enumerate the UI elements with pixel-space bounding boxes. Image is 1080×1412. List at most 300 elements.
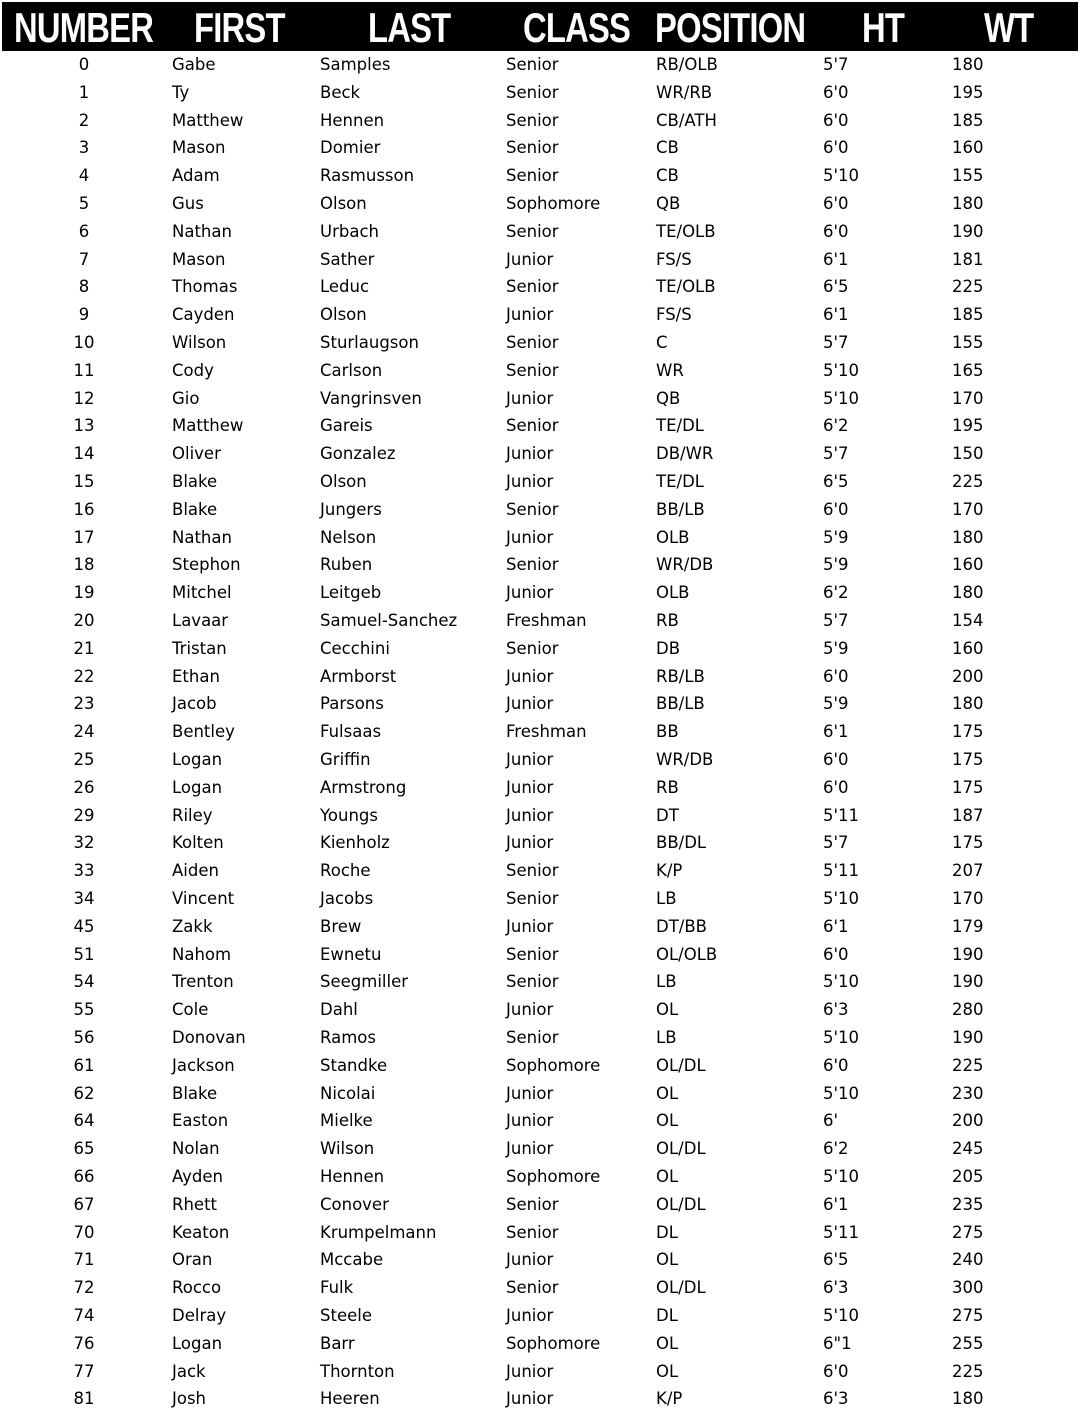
player-position: LB [656,889,677,908]
player-weight: 160 [952,555,984,575]
player-last-name: Dahl [320,1000,358,1020]
table-row [0,913,1080,940]
player-last-name: Rasmusson [320,166,415,186]
player-height: 6'3 [823,1000,849,1020]
player-class: Senior [506,360,559,380]
table-row [0,412,1080,439]
player-first-name: Tristan [172,638,227,658]
player-position: K/P [656,1389,683,1409]
player-last-name: Heeren [320,1389,380,1409]
player-last-name: Ramos [320,1028,376,1047]
player-position: CB [656,138,679,158]
player-first-name: Gus [172,194,204,213]
player-height: 6' [823,1111,839,1131]
player-first-name: Gabe [172,55,216,74]
player-position: OL/DL [656,1194,706,1214]
player-height: 5'10 [823,1028,860,1047]
table-row [0,941,1080,968]
player-height: 5'11 [823,805,860,825]
header-last: LAST [368,4,451,51]
player-weight: 300 [952,1278,984,1298]
table-row [0,468,1080,495]
player-last-name: Parsons [320,694,384,714]
player-class: Junior [506,805,554,825]
player-last-name: Jungers [320,499,382,519]
player-position: OL/OLB [656,944,718,964]
player-position: DB [656,638,681,658]
player-last-name: Mccabe [320,1250,384,1270]
player-weight: 180 [952,694,984,714]
player-weight: 190 [952,1028,984,1047]
table-row [0,857,1080,884]
table-row [0,746,1080,773]
player-class: Junior [506,750,554,769]
player-number: 72 [73,1278,95,1298]
table-row [0,162,1080,189]
player-last-name: Youngs [320,805,378,825]
player-position: DT [656,805,679,825]
player-height: 5'10 [823,1167,860,1186]
player-class: Junior [506,1250,554,1270]
player-height: 6'0 [823,944,849,964]
player-height: 6'0 [823,82,849,102]
player-number: 67 [73,1194,95,1214]
player-position: OL [656,1333,679,1353]
player-last-name: Sather [320,249,375,269]
player-height: 6'3 [823,1278,849,1298]
header-position: POSITION [655,4,806,51]
player-height: 5'11 [823,1222,860,1242]
table-row [0,1191,1080,1218]
player-height: 5'9 [823,555,849,575]
header-class: CLASS [523,4,631,51]
player-weight: 190 [952,944,984,964]
player-first-name: Adam [172,166,220,186]
player-class: Senior [506,1194,559,1214]
player-weight: 160 [952,138,984,158]
player-last-name: Armborst [320,666,397,686]
table-row [0,635,1080,662]
player-number: 76 [73,1333,95,1353]
player-height: 5'10 [823,388,860,408]
player-weight: 240 [952,1250,984,1270]
player-last-name: Nicolai [320,1083,376,1103]
player-number: 22 [73,666,95,686]
player-position: BB/LB [656,694,705,714]
player-height: 5'7 [823,55,849,74]
player-first-name: Cayden [172,305,235,325]
player-height: 6'0 [823,138,849,158]
player-number: 0 [78,55,90,74]
player-first-name: Jacob [172,694,217,714]
player-class: Senior [506,889,559,908]
player-weight: 180 [952,527,984,547]
player-number: 64 [73,1111,95,1131]
player-number: 56 [73,1028,95,1047]
player-first-name: Matthew [172,416,244,436]
player-position: WR/RB [656,82,713,102]
player-weight: 175 [952,722,984,742]
player-position: DT/BB [656,916,707,936]
player-last-name: Nelson [320,527,377,547]
player-first-name: Logan [172,1333,223,1353]
player-first-name: Blake [172,472,218,491]
player-last-name: Leitgeb [320,583,382,603]
table-row [0,1052,1080,1079]
player-last-name: Mielke [320,1111,373,1131]
player-first-name: Keaton [172,1222,230,1242]
table-row [0,968,1080,995]
player-weight: 160 [952,638,984,658]
player-number: 15 [73,472,95,491]
player-weight: 170 [952,889,984,908]
player-number: 19 [73,583,95,603]
table-row [0,357,1080,384]
player-weight: 181 [952,249,984,269]
table-row [0,663,1080,690]
player-first-name: Trenton [172,972,234,992]
player-position: DL [656,1306,678,1325]
table-row [0,1302,1080,1329]
table-row [0,51,1080,78]
player-position: RB/OLB [656,55,718,74]
player-last-name: Hennen [320,110,385,130]
player-class: Junior [506,833,554,853]
player-last-name: Sturlaugson [320,333,419,352]
player-number: 54 [73,972,95,992]
player-weight: 200 [952,1111,984,1131]
player-height: 6'5 [823,472,849,491]
player-position: OL/DL [656,1055,706,1075]
player-number: 9 [78,305,90,325]
player-position: CB/ATH [656,110,717,130]
player-position: FS/S [656,249,692,269]
player-height: 5'7 [823,833,849,853]
player-weight: 207 [952,861,984,881]
player-class: Junior [506,472,554,491]
header-first: FIRST [194,4,285,51]
player-height: 5'10 [823,1083,860,1103]
player-height: 6'1 [823,916,849,936]
player-height: 5'10 [823,972,860,992]
player-last-name: Olson [320,472,367,491]
player-first-name: Jackson [172,1055,235,1075]
player-weight: 155 [952,166,984,186]
player-position: C [656,333,668,352]
player-weight: 225 [952,1361,984,1381]
player-first-name: Vincent [172,889,235,908]
player-position: K/P [656,861,683,881]
player-position: OLB [656,527,690,547]
player-weight: 280 [952,1000,984,1020]
player-number: 81 [73,1389,95,1409]
player-class: Senior [506,416,559,436]
player-first-name: Nathan [172,527,232,547]
player-class: Senior [506,1028,559,1047]
player-first-name: Nahom [172,944,232,964]
player-class: Junior [506,583,554,603]
player-last-name: Olson [320,305,367,325]
player-weight: 195 [952,82,984,102]
player-position: CB [656,166,679,186]
table-row [0,524,1080,551]
player-position: OL [656,1167,679,1186]
header-number: NUMBER [14,4,154,51]
player-last-name: Thornton [320,1361,395,1381]
player-class: Junior [506,249,554,269]
player-position: OL/DL [656,1278,706,1298]
player-first-name: Rhett [172,1194,218,1214]
player-weight: 180 [952,55,984,74]
player-weight: 200 [952,666,984,686]
player-position: LB [656,972,677,992]
player-class: Junior [506,388,554,408]
player-number: 62 [73,1083,95,1103]
player-weight: 165 [952,360,984,380]
player-last-name: Gareis [320,416,373,436]
player-position: DB/WR [656,444,714,464]
player-class: Sophomore [506,1167,601,1186]
player-number: 65 [73,1139,95,1159]
player-weight: 275 [952,1222,984,1242]
player-height: 6'0 [823,110,849,130]
player-class: Sophomore [506,1055,601,1075]
player-first-name: Lavaar [172,611,229,630]
player-height: 5'9 [823,527,849,547]
player-first-name: Wilson [172,333,227,352]
player-number: 11 [73,360,95,380]
player-number: 66 [73,1167,95,1186]
player-last-name: Brew [320,916,362,936]
player-number: 5 [78,194,90,213]
player-first-name: Zakk [172,916,213,936]
player-number: 17 [73,527,95,547]
player-class: Senior [506,944,559,964]
player-position: DL [656,1222,678,1242]
player-position: OL [656,1250,679,1270]
player-class: Junior [506,444,554,464]
player-position: WR/DB [656,750,714,769]
player-height: 6'0 [823,1361,849,1381]
player-number: 51 [73,944,95,964]
player-height: 5'7 [823,333,849,352]
player-height: 6'2 [823,583,849,603]
player-position: TE/DL [656,416,704,436]
player-position: RB [656,777,679,797]
player-weight: 230 [952,1083,984,1103]
player-first-name: Ayden [172,1167,224,1186]
table-row [0,774,1080,801]
table-row [0,385,1080,412]
player-position: QB [656,388,681,408]
player-height: 6'0 [823,499,849,519]
player-position: QB [656,194,681,213]
table-row [0,1163,1080,1190]
player-weight: 185 [952,305,984,325]
player-last-name: Domier [320,138,381,158]
table-row [0,107,1080,134]
player-last-name: Steele [320,1306,372,1325]
table-row [0,190,1080,217]
player-class: Junior [506,1111,554,1131]
player-height: 6'1 [823,305,849,325]
player-position: RB/LB [656,666,705,686]
player-first-name: Rocco [172,1278,222,1298]
player-height: 5'10 [823,889,860,908]
player-class: Senior [506,499,559,519]
player-last-name: Ewnetu [320,944,382,964]
player-number: 4 [78,166,90,186]
player-position: TE/DL [656,472,704,491]
table-row [0,79,1080,106]
player-class: Freshman [506,611,587,630]
player-height: 5'7 [823,611,849,630]
player-number: 16 [73,499,95,519]
player-first-name: Oliver [172,444,221,464]
player-class: Junior [506,305,554,325]
player-height: 5'9 [823,694,849,714]
table-row [0,1274,1080,1301]
table-row [0,996,1080,1023]
player-first-name: Nolan [172,1139,220,1159]
player-position: OL [656,1111,679,1131]
player-height: 6'0 [823,221,849,241]
player-number: 1 [78,82,90,102]
player-first-name: Ethan [172,666,220,686]
player-last-name: Krumpelmann [320,1222,437,1242]
player-weight: 245 [952,1139,984,1159]
player-class: Junior [506,666,554,686]
player-number: 14 [73,444,95,464]
player-number: 55 [73,1000,95,1020]
player-weight: 170 [952,388,984,408]
player-weight: 190 [952,221,984,241]
player-class: Senior [506,861,559,881]
player-first-name: Easton [172,1111,229,1131]
player-first-name: Ty [172,82,190,102]
player-first-name: Blake [172,499,218,519]
player-class: Senior [506,166,559,186]
player-class: Junior [506,527,554,547]
player-last-name: Seegmiller [320,972,409,992]
player-first-name: Mason [172,249,226,269]
player-last-name: Kienholz [320,833,390,853]
player-number: 33 [73,861,95,881]
player-height: 5'10 [823,166,860,186]
table-row [0,885,1080,912]
player-number: 71 [73,1250,95,1270]
player-weight: 155 [952,333,984,352]
player-height: 6'0 [823,1055,849,1075]
table-row [0,329,1080,356]
player-weight: 175 [952,777,984,797]
player-first-name: Gio [172,388,200,408]
player-number: 2 [78,110,90,130]
player-first-name: Mason [172,138,226,158]
player-number: 74 [73,1306,95,1325]
player-weight: 175 [952,833,984,853]
player-weight: 190 [952,972,984,992]
player-height: 6'5 [823,277,849,297]
player-class: Senior [506,972,559,992]
header-ht: HT [862,4,905,51]
table-row [0,1219,1080,1246]
player-last-name: Cecchini [320,638,390,658]
player-height: 6'1 [823,249,849,269]
player-first-name: Thomas [172,277,238,297]
table-row [0,218,1080,245]
player-last-name: Griffin [320,750,371,769]
player-weight: 180 [952,1389,984,1409]
table-row [0,829,1080,856]
player-height: 5'9 [823,638,849,658]
player-last-name: Leduc [320,277,370,297]
player-class: Senior [506,138,559,158]
player-weight: 187 [952,805,984,825]
player-number: 24 [73,722,95,742]
player-weight: 180 [952,583,984,603]
table-row [0,1385,1080,1412]
player-weight: 179 [952,916,984,936]
player-first-name: Matthew [172,110,244,130]
player-position: RB [656,611,679,630]
player-first-name: Bentley [172,722,235,742]
player-number: 20 [73,611,95,630]
table-row [0,607,1080,634]
table-row [0,1107,1080,1134]
player-last-name: Fulk [320,1278,354,1298]
table-row [0,496,1080,523]
table-row [0,1024,1080,1051]
player-height: 6"1 [823,1333,852,1353]
player-class: Senior [506,1222,559,1242]
player-number: 13 [73,416,95,436]
player-weight: 180 [952,194,984,213]
player-position: OL [656,1083,679,1103]
player-first-name: Josh [172,1389,207,1409]
player-weight: 150 [952,444,984,464]
player-first-name: Kolten [172,833,224,853]
table-row [0,440,1080,467]
player-number: 8 [78,277,90,297]
player-position: FS/S [656,305,692,325]
player-weight: 185 [952,110,984,130]
player-last-name: Carlson [320,360,383,380]
player-first-name: Mitchel [172,583,232,603]
player-first-name: Logan [172,750,223,769]
player-height: 5'10 [823,360,860,380]
player-last-name: Fulsaas [320,722,382,742]
player-weight: 225 [952,1055,984,1075]
player-height: 6'1 [823,1194,849,1214]
player-position: BB/DL [656,833,707,853]
player-position: OL/DL [656,1139,706,1159]
player-height: 6'0 [823,194,849,213]
player-class: Junior [506,1083,554,1103]
player-class: Junior [506,1389,554,1409]
table-row [0,802,1080,829]
player-first-name: Delray [172,1306,227,1325]
player-position: WR [656,360,684,380]
player-position: TE/OLB [656,221,716,241]
player-class: Senior [506,1278,559,1298]
player-last-name: Urbach [320,221,379,241]
player-first-name: Stephon [172,555,241,575]
player-height: 5'7 [823,444,849,464]
player-position: WR/DB [656,555,714,575]
player-first-name: Aiden [172,861,219,881]
player-last-name: Standke [320,1055,388,1075]
